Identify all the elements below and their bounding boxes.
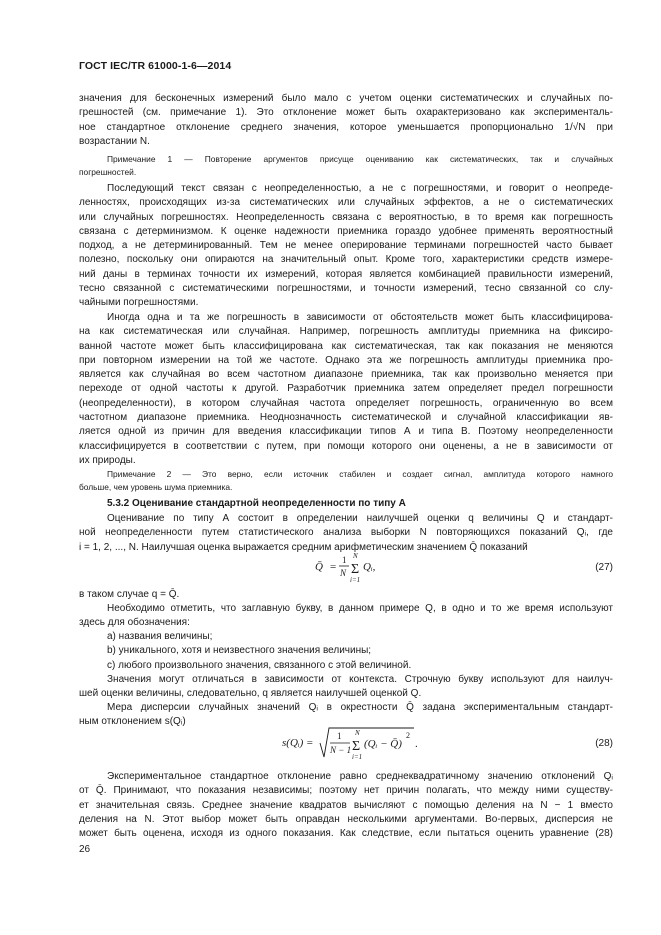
paragraph-9 bbox=[79, 770, 613, 841]
text-line: деления на N. Этот выбор может быть оправдан несколькими аргументами. Во-первых, дисперсия не bbox=[79, 813, 613, 825]
text-line: Значения могут отличаться в зависимости от контекста. Строчную букву используют для наилуч- bbox=[107, 674, 613, 685]
text-line: здесь для обозначения: bbox=[79, 617, 190, 629]
eq28-lhs: s(Qᵢ) = bbox=[282, 737, 314, 749]
paragraph-3 bbox=[79, 311, 613, 468]
eq28-power: 2 bbox=[406, 731, 410, 740]
eq27-frac-num: 1 bbox=[342, 555, 347, 565]
paragraph-5 bbox=[79, 588, 613, 602]
document-header: ГОСТ IEC/TR 61000-1-6—2014 bbox=[79, 60, 232, 72]
text-line: грешностей (см. примечание 1). Это отклонение может быть охарактеризовано как эксперименталь- bbox=[79, 107, 613, 119]
text-line: i = 1, 2, ..., N. Наилучшая оценка выражается средним арифметическим значением Q̄ показаний bbox=[79, 541, 528, 553]
text-line: погрешностей. bbox=[79, 166, 137, 177]
eq28-sum-bot: i=1 bbox=[352, 753, 363, 761]
text-line: Необходимо отметить, что заглавную букву, в данном примере Q, в одно и то же время используют bbox=[107, 603, 613, 614]
paragraph-6 bbox=[79, 602, 613, 631]
eq27-sigma: Σ bbox=[351, 562, 360, 577]
eq27-equals: = bbox=[330, 561, 337, 573]
text-line: ное стандартное отклонение среднего значения, которое уменьшается пропорционально 1/√N при bbox=[79, 121, 613, 133]
text-line: или случайных погрешностях. Неопределенность связана с вероятностью, в то время как погрешность bbox=[79, 211, 613, 223]
text-line: ний даны в терминах точности их измерений, которая является комбинацией правильности измерений, bbox=[79, 268, 613, 280]
text-line: связана с детерминизмом. К оценке надежности приемника гораздо удобнее применять вероятностный bbox=[79, 225, 613, 237]
eq28-tail: . bbox=[415, 738, 418, 750]
text-line: больше, чем уровень шума приемника. bbox=[79, 481, 233, 492]
paragraph-1 bbox=[79, 92, 613, 149]
text-line: подход, а не детерминированный. Тем не менее оперирование терминами погрешностей часто бывает bbox=[79, 240, 613, 252]
note-2 bbox=[79, 468, 613, 493]
eq28-term: (Qᵢ − Q̄) bbox=[364, 738, 402, 750]
text-line: (неопределенности), в котором случайная частота определяет погрешность, ограниченную во всем bbox=[79, 397, 613, 409]
text-line: Мера дисперсии случайных значений Qᵢ в окрестности Q̄ задана экспериментальным стандарт- bbox=[107, 702, 613, 713]
text-line: Оценивание по типу А состоит в определении наилучшей оценки q величины Q и стандарт- bbox=[107, 513, 613, 524]
text-line: тесно связанной с систематическими погрешностями, и точности измерений, тесно связанной со слу- bbox=[79, 283, 613, 295]
text-line: ванной частоте может быть классифицирована как систематическая, так как показания не меняются bbox=[79, 340, 613, 352]
note-1 bbox=[79, 153, 613, 178]
eq27-sum-top: N bbox=[353, 552, 358, 560]
eq27-lhs: Q̄ bbox=[315, 561, 323, 573]
text-line: чайными погрешностями. bbox=[79, 297, 199, 309]
text-line: ляется одной из причин для введения классификации типов А и типа В. Поэтому неопределенности bbox=[79, 426, 613, 438]
eq27-number: (27) bbox=[595, 562, 613, 573]
text-line: при повторном измерении на той же частоте. Однако эта же погрешность амплитуды приемника про- bbox=[79, 354, 613, 366]
text-line: Иногда одна и та же погрешность в зависимости от обстоятельств может быть классифицирова- bbox=[107, 312, 613, 323]
eq28-frac-num: 1 bbox=[337, 731, 342, 741]
paragraph-2 bbox=[79, 182, 613, 311]
text-line: от Q̄. Принимают, что показания независимы; поэтому нет причин полагать, что между ними существу- bbox=[79, 785, 613, 797]
text-line: в таком случае q = Q̄. bbox=[79, 589, 180, 600]
equation-28-formula bbox=[79, 726, 613, 762]
eq27-term: Qᵢ, bbox=[363, 561, 376, 573]
text-line: их природы. bbox=[79, 454, 136, 466]
equation-27 bbox=[79, 552, 613, 584]
eq28-sum-top: N bbox=[355, 729, 360, 737]
text-line: является как случайная во всем частотном диапазоне приемника, так как произвольно меняется при bbox=[79, 369, 613, 381]
list-item: a) названия величины; bbox=[107, 631, 213, 642]
section-heading: 5.3.2 Оценивание стандартной неопределенности по типу А bbox=[107, 498, 406, 509]
text-line: Примечание 2 — Это верно, если источник стабилен и создает сигнал, амплитуда которого намного bbox=[107, 469, 613, 479]
text-line: частотном диапазоне приемника. Неоднозначность систематической и случайной классификации яв- bbox=[79, 412, 613, 424]
text-line: ленностях, происходящих из-за систематических или случайных эффектов, а не о систематических bbox=[79, 197, 613, 209]
eq27-sum-bot: i=1 bbox=[350, 576, 361, 584]
text-line: полезно, поскольку они опираются на значительный опыт. Кроме того, характеристики средств измере- bbox=[79, 254, 613, 266]
text-line: значения для бесконечных измерений было мало с учетом оценки систематических и случайных по- bbox=[79, 93, 613, 104]
text-line: может быть оценена, исходя из одного показания. Как следствие, если пытаться оценить уравнение (28) bbox=[79, 828, 613, 840]
list-item: c) любого произвольного значения, связанного с этой величиной. bbox=[107, 659, 412, 671]
eq28-number: (28) bbox=[595, 738, 613, 749]
text-line: ет значительная связь. Среднее значение квадратов вычисляют с помощью деления на N − 1 вместо bbox=[79, 799, 613, 811]
list-item: b) уникального, хотя и неизвестного значения величины; bbox=[107, 645, 372, 657]
text-line: переходе от одной частоты к другой. Разработчик приемника затем определяет предел погрешности bbox=[79, 383, 613, 395]
text-line: классифицируется в соответствии с путем, при помощи которого они оценены, а не в зависимости от bbox=[79, 440, 613, 452]
text-line: ной неопределенности путем статистического анализа выборки N повторяющихся показаний Qᵢ, где bbox=[79, 527, 613, 539]
definition-list bbox=[79, 630, 613, 673]
text-line: шей оценки величины, следовательно, q является наилучшей оценкой Q. bbox=[79, 688, 422, 700]
text-line: ным отклонением s(Qᵢ) bbox=[79, 716, 186, 728]
eq28-sigma: Σ bbox=[352, 739, 361, 754]
text-line: на как систематическая или случайная. Например, погрешность амплитуды приемника на фиксиро- bbox=[79, 326, 613, 338]
text-line: Примечание 1 — Повторение аргументов присуще оцениванию как систематических, так и случайных bbox=[107, 154, 613, 164]
page-number: 26 bbox=[79, 844, 91, 855]
text-line: Последующий текст связан с неопределенностью, а не с погрешностями, и говорит о неопреде- bbox=[107, 183, 613, 194]
equation-28 bbox=[79, 726, 613, 762]
equation-27-formula bbox=[79, 552, 613, 584]
text-line: возрастании N. bbox=[79, 135, 150, 147]
eq27-frac-den: N bbox=[340, 568, 347, 578]
eq28-frac-den: N − 1 bbox=[330, 745, 352, 755]
paragraph-4 bbox=[79, 512, 613, 555]
paragraph-7 bbox=[79, 673, 613, 702]
text-line: Экспериментальное стандартное отклонение равно среднеквадратичному значению отклонений Qᵢ bbox=[107, 771, 613, 782]
